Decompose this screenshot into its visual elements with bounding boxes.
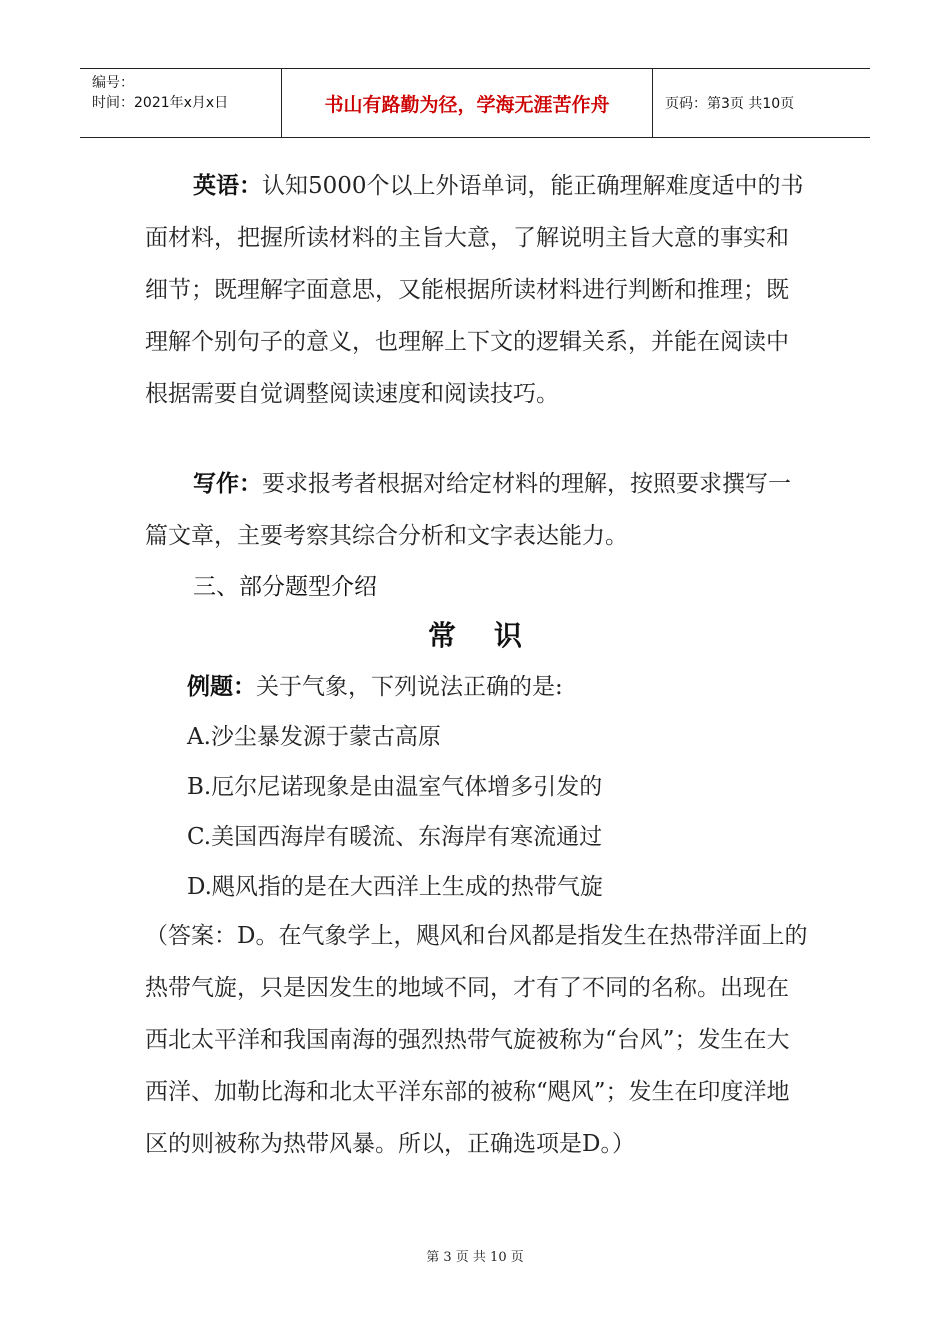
option-a: A.沙尘暴发源于蒙古高原 [187,724,441,750]
page-header [80,68,870,138]
header-page-info: 页码：第3页 共10页 [665,96,795,112]
page-footer: 第 3 页 共 10 页 [426,1250,524,1265]
option-c: C.美国西海岸有暖流、东海岸有寒流通过 [187,824,603,850]
common-title: 常识 [427,619,560,652]
example-question: 关于气象，下列说法正确的是: [256,674,563,700]
header-meta [80,69,282,137]
english-paragraph [145,160,810,420]
english-label: 英语： [193,173,262,199]
writing-label: 写作： [193,471,262,497]
header-motto: 书山有路勤为径，学海无涯苦作舟 [282,69,653,137]
option-b: B.厄尔尼诺现象是由温室气体增多引发的 [187,774,603,800]
english-text: 认知5000个以上外语单词，能正确理解难度适中的书面材料，把握所读材料的主旨大意，了解说明主旨大意的事实和细节；既理解字面意思，又能根据所读材料进行判断和推理；既理解个别句子的意义，也理解上下文的逻辑关系，并能在阅读中根据需要自觉调整阅读速度和阅读技巧。 [145,173,804,407]
example-question-line [187,668,563,701]
example-label: 例题： [187,674,256,700]
writing-paragraph [145,458,810,562]
writing-text: 要求报考者根据对给定材料的理解，按照要求撰写一篇文章，主要考察其综合分析和文字表达能力。 [145,471,791,549]
time-label: 时间：2021年x月x日 [92,95,229,111]
section-heading: 三、部分题型介绍 [193,574,377,600]
option-d: D.飓风指的是在大西洋上生成的热带气旋 [187,874,603,900]
answer-paragraph: （答案：D。在气象学上，飓风和台风都是指发生在热带洋面上的热带气旋，只是因发生的地域不同，才有了不同的名称。出现在西北太平洋和我国南海的强烈热带气旋被称为“台风”；发生在大西洋、加勒比海和北太平洋东部的被称“飓风”；发生在印度洋地区的则被称为热带风暴。所以，正确选项是D。） [145,923,808,1157]
number-label: 编号： [92,75,134,91]
